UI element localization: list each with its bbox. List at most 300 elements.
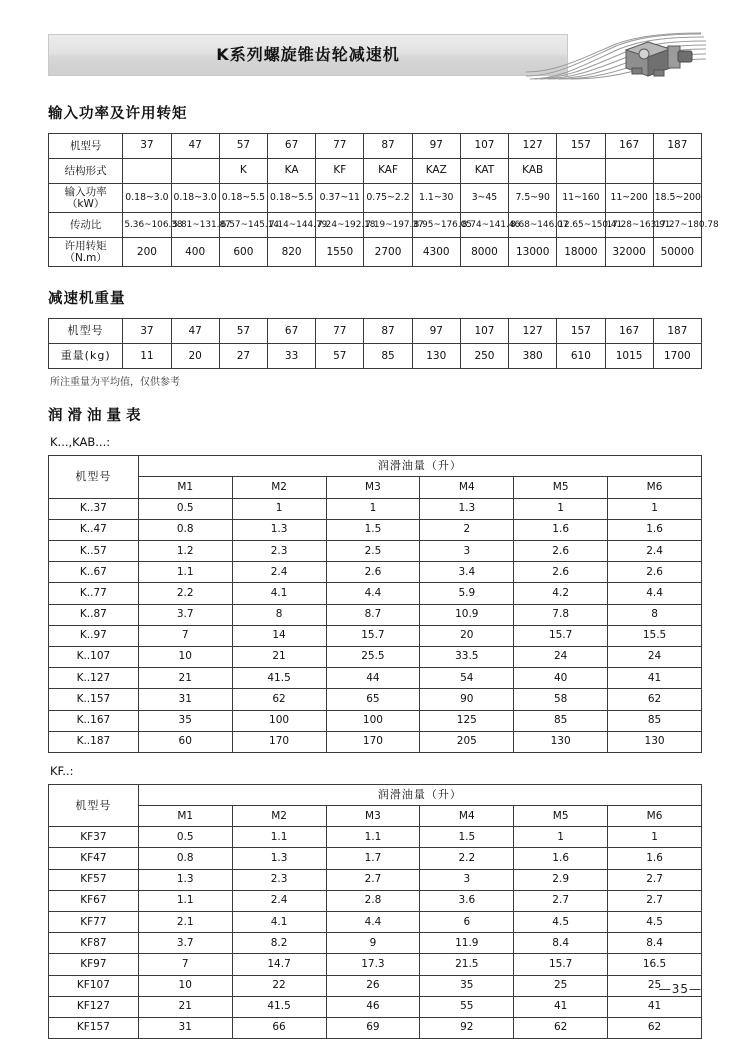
cell-input-power-0: 0.18~3.0	[123, 184, 171, 213]
row-label-input-power-line1: 输入功率	[64, 186, 107, 198]
cell-ratio-9: 12.65~150.41	[557, 213, 605, 238]
cell-m6: 8.4	[608, 933, 702, 954]
cell-m5: 2.9	[514, 869, 608, 890]
cell-model: KF107	[49, 975, 139, 996]
col-header-m6: M6	[608, 806, 702, 827]
cell-m5: 130	[514, 731, 608, 752]
table-row	[49, 646, 702, 667]
cell-ratio-8: 8.68~146.07	[509, 213, 557, 238]
cell-model-7: 107	[460, 134, 508, 159]
cell-weight-2: 27	[219, 344, 267, 369]
cell-m5: 40	[514, 668, 608, 689]
cell-m2: 2.4	[232, 562, 326, 583]
cell-input-power-5: 0.75~2.2	[364, 184, 412, 213]
cell-wmodel-4: 77	[316, 319, 364, 344]
table-row	[49, 498, 702, 519]
cell-m6: 16.5	[608, 954, 702, 975]
cell-m3: 2.7	[326, 869, 420, 890]
col-header-m4: M4	[420, 477, 514, 498]
oil-table1-caption: K...,KAB...:	[50, 435, 111, 450]
cell-wmodel-1: 47	[171, 319, 219, 344]
table-row	[49, 848, 702, 869]
cell-wmodel-10: 167	[605, 319, 653, 344]
cell-m6: 2.7	[608, 869, 702, 890]
cell-m1: 1.1	[138, 890, 232, 911]
cell-model: K..107	[49, 646, 139, 667]
cell-m6: 1.6	[608, 519, 702, 540]
cell-m1: 10	[138, 975, 232, 996]
page-number: —35—	[658, 982, 702, 996]
table-row	[49, 1017, 702, 1038]
cell-m2: 14.7	[232, 954, 326, 975]
cell-input-power-3: 0.18~5.5	[267, 184, 315, 213]
cell-ratio-2: 6.57~145.14	[219, 213, 267, 238]
cell-model: K..67	[49, 562, 139, 583]
table-row	[49, 604, 702, 625]
cell-m2: 1.3	[232, 848, 326, 869]
cell-model-11: 187	[653, 134, 701, 159]
page-banner	[48, 34, 702, 80]
cell-m6: 62	[608, 1017, 702, 1038]
cell-m1: 2.2	[138, 583, 232, 604]
oil-table2-caption: KF..:	[50, 763, 74, 778]
table-row	[49, 827, 702, 848]
cell-m3: 44	[326, 668, 420, 689]
cell-m4: 54	[420, 668, 514, 689]
cell-model: KF157	[49, 1017, 139, 1038]
cell-ratio-7: 8.74~141.46	[460, 213, 508, 238]
cell-structure-blank-3	[557, 159, 605, 184]
col-header-m1: M1	[138, 477, 232, 498]
table-reducer-weight	[48, 318, 702, 369]
cell-input-power-4: 0.37~11	[316, 184, 364, 213]
cell-model-4: 77	[316, 134, 364, 159]
cell-m3: 1.7	[326, 848, 420, 869]
cell-m1: 7	[138, 954, 232, 975]
cell-m5: 85	[514, 710, 608, 731]
cell-weight-11: 1700	[653, 344, 701, 369]
cell-m4: 2	[420, 519, 514, 540]
cell-m6: 4.4	[608, 583, 702, 604]
cell-weight-7: 250	[460, 344, 508, 369]
cell-m4: 33.5	[420, 646, 514, 667]
cell-m5: 1	[514, 827, 608, 848]
row-label-torque-line2: （N.m）	[64, 252, 107, 265]
cell-m3: 170	[326, 731, 420, 752]
cell-m1: 21	[138, 996, 232, 1017]
cell-weight-5: 85	[364, 344, 412, 369]
cell-model: KF87	[49, 933, 139, 954]
table-row	[49, 689, 702, 710]
cell-model-6: 97	[412, 134, 460, 159]
cell-m4: 11.9	[420, 933, 514, 954]
cell-torque-1: 400	[171, 238, 219, 267]
table-row	[49, 975, 702, 996]
cell-m5: 24	[514, 646, 608, 667]
cell-torque-4: 1550	[316, 238, 364, 267]
cell-model: K..127	[49, 668, 139, 689]
cell-structure-blank-4	[605, 159, 653, 184]
cell-m1: 60	[138, 731, 232, 752]
table-row	[49, 184, 702, 213]
cell-m2: 22	[232, 975, 326, 996]
cell-m4: 3	[420, 541, 514, 562]
cell-m4: 3.6	[420, 890, 514, 911]
cell-input-power-6: 1.1~30	[412, 184, 460, 213]
table-input-power-torque	[48, 133, 719, 267]
cell-m2: 2.4	[232, 890, 326, 911]
cell-m5: 1.6	[514, 519, 608, 540]
table-row	[49, 869, 702, 890]
cell-m5: 25	[514, 975, 608, 996]
cell-m3: 26	[326, 975, 420, 996]
row-label-torque	[49, 238, 123, 267]
cell-m3: 25.5	[326, 646, 420, 667]
table-row	[49, 784, 702, 805]
cell-weight-4: 57	[316, 344, 364, 369]
page-title: K系列螺旋锥齿轮减速机	[216, 45, 400, 64]
cell-m4: 10.9	[420, 604, 514, 625]
table-row	[49, 731, 702, 752]
cell-model: KF67	[49, 890, 139, 911]
cell-m3: 2.5	[326, 541, 420, 562]
cell-weight-3: 33	[267, 344, 315, 369]
cell-model: K..87	[49, 604, 139, 625]
cell-ratio-5: 7.19~197.37	[364, 213, 412, 238]
col-header-m6: M6	[608, 477, 702, 498]
cell-m5: 7.8	[514, 604, 608, 625]
cell-m3: 4.4	[326, 912, 420, 933]
table-row	[49, 806, 702, 827]
cell-m6: 1.6	[608, 848, 702, 869]
cell-input-power-9: 11~160	[557, 184, 605, 213]
cell-m5: 15.7	[514, 625, 608, 646]
cell-m6: 85	[608, 710, 702, 731]
cell-wmodel-11: 187	[653, 319, 701, 344]
cell-torque-2: 600	[219, 238, 267, 267]
cell-m1: 31	[138, 689, 232, 710]
cell-m2: 170	[232, 731, 326, 752]
cell-m6: 41	[608, 996, 702, 1017]
cell-model-3: 67	[267, 134, 315, 159]
cell-torque-8: 13000	[509, 238, 557, 267]
cell-m6: 2.7	[608, 890, 702, 911]
cell-m1: 0.8	[138, 848, 232, 869]
cell-m2: 14	[232, 625, 326, 646]
row-label-model: 机型号	[49, 134, 123, 159]
cell-model-5: 87	[364, 134, 412, 159]
cell-input-power-2: 0.18~5.5	[219, 184, 267, 213]
cell-m3: 69	[326, 1017, 420, 1038]
cell-m3: 1	[326, 498, 420, 519]
cell-m4: 1.3	[420, 498, 514, 519]
table-row	[49, 562, 702, 583]
cell-m5: 2.6	[514, 562, 608, 583]
cell-model: KF37	[49, 827, 139, 848]
section-heading-power: 输入功率及许用转矩	[48, 106, 188, 122]
table-row	[49, 344, 702, 369]
cell-model: KF97	[49, 954, 139, 975]
cell-m2: 2.3	[232, 541, 326, 562]
cell-m1: 21	[138, 668, 232, 689]
row-label-torque-line1: 许用转矩	[64, 240, 107, 253]
table-row	[49, 456, 702, 477]
col-header-m2: M2	[232, 477, 326, 498]
cell-wmodel-3: 67	[267, 319, 315, 344]
cell-m6: 15.5	[608, 625, 702, 646]
cell-m3: 65	[326, 689, 420, 710]
cell-structure-6: KAB	[509, 159, 557, 184]
cell-weight-8: 380	[509, 344, 557, 369]
cell-model: K..77	[49, 583, 139, 604]
cell-m2: 41.5	[232, 668, 326, 689]
cell-weight-10: 1015	[605, 344, 653, 369]
cell-model: K..37	[49, 498, 139, 519]
cell-m4: 5.9	[420, 583, 514, 604]
cell-m2: 21	[232, 646, 326, 667]
cell-m4: 1.5	[420, 827, 514, 848]
cell-weight-0: 11	[123, 344, 171, 369]
cell-torque-3: 820	[267, 238, 315, 267]
cell-model: KF47	[49, 848, 139, 869]
table-row	[49, 583, 702, 604]
cell-torque-6: 4300	[412, 238, 460, 267]
col-header-m5: M5	[514, 477, 608, 498]
cell-m3: 2.6	[326, 562, 420, 583]
cell-wmodel-5: 87	[364, 319, 412, 344]
cell-m2: 4.1	[232, 912, 326, 933]
cell-input-power-11: 18.5~200	[653, 184, 701, 213]
cell-m1: 0.5	[138, 498, 232, 519]
col-header-model: 机型号	[49, 456, 139, 498]
cell-model: K..97	[49, 625, 139, 646]
cell-input-power-8: 7.5~90	[509, 184, 557, 213]
cell-torque-0: 200	[123, 238, 171, 267]
cell-structure-3: KAF	[364, 159, 412, 184]
cell-model-2: 57	[219, 134, 267, 159]
cell-m1: 0.5	[138, 827, 232, 848]
table-row	[49, 954, 702, 975]
cell-m5: 58	[514, 689, 608, 710]
gearbox-illustration-icon	[618, 34, 698, 80]
table-oil-k-kab	[48, 455, 702, 753]
cell-structure-1: KA	[267, 159, 315, 184]
cell-structure-5: KAT	[460, 159, 508, 184]
cell-m4: 35	[420, 975, 514, 996]
cell-m6: 24	[608, 646, 702, 667]
cell-model: K..57	[49, 541, 139, 562]
cell-m5: 4.2	[514, 583, 608, 604]
row-label-input-power-line2: （kW）	[66, 198, 105, 211]
cell-input-power-10: 11~200	[605, 184, 653, 213]
cell-ratio-3: 7.14~144.79	[267, 213, 315, 238]
cell-structure-blank-2	[171, 159, 219, 184]
cell-m3: 15.7	[326, 625, 420, 646]
cell-m6: 130	[608, 731, 702, 752]
cell-ratio-1: 5.81~131.87	[171, 213, 219, 238]
row-label-ratio: 传动比	[49, 213, 123, 238]
cell-model: K..157	[49, 689, 139, 710]
cell-m4: 20	[420, 625, 514, 646]
cell-m5: 2.6	[514, 541, 608, 562]
cell-m2: 41.5	[232, 996, 326, 1017]
col-header-m4: M4	[420, 806, 514, 827]
cell-model-10: 167	[605, 134, 653, 159]
cell-structure-0: K	[219, 159, 267, 184]
cell-m6: 1	[608, 498, 702, 519]
cell-m1: 3.7	[138, 604, 232, 625]
cell-m2: 1.1	[232, 827, 326, 848]
cell-ratio-4: 7.24~192.18	[316, 213, 364, 238]
cell-m4: 6	[420, 912, 514, 933]
cell-m5: 4.5	[514, 912, 608, 933]
cell-m3: 2.8	[326, 890, 420, 911]
cell-m3: 1.5	[326, 519, 420, 540]
cell-m3: 17.3	[326, 954, 420, 975]
cell-m2: 8.2	[232, 933, 326, 954]
cell-m4: 90	[420, 689, 514, 710]
cell-m2: 1	[232, 498, 326, 519]
cell-m6: 62	[608, 689, 702, 710]
cell-m5: 15.7	[514, 954, 608, 975]
section-heading-oil: 润滑油量表	[48, 408, 146, 425]
col-header-model: 机型号	[49, 784, 139, 826]
cell-m4: 3	[420, 869, 514, 890]
cell-m1: 35	[138, 710, 232, 731]
cell-m3: 9	[326, 933, 420, 954]
col-header-m3: M3	[326, 806, 420, 827]
col-header-m1: M1	[138, 806, 232, 827]
cell-m5: 8.4	[514, 933, 608, 954]
cell-ratio-10: 17.28~163.91	[605, 213, 653, 238]
table-oil-kf	[48, 784, 702, 1039]
cell-m6: 2.6	[608, 562, 702, 583]
cell-wmodel-8: 127	[509, 319, 557, 344]
cell-model-8: 127	[509, 134, 557, 159]
cell-model: K..47	[49, 519, 139, 540]
cell-wmodel-2: 57	[219, 319, 267, 344]
cell-m1: 31	[138, 1017, 232, 1038]
cell-m6: 1	[608, 827, 702, 848]
table-row	[49, 668, 702, 689]
cell-m1: 7	[138, 625, 232, 646]
cell-m6: 8	[608, 604, 702, 625]
cell-m1: 0.8	[138, 519, 232, 540]
cell-torque-9: 18000	[557, 238, 605, 267]
col-header-m2: M2	[232, 806, 326, 827]
cell-model-9: 157	[557, 134, 605, 159]
cell-m1: 10	[138, 646, 232, 667]
col-header-oil-group: 润滑油量（升）	[138, 784, 701, 805]
cell-ratio-11: 17.27~180.78	[653, 213, 701, 238]
cell-m3: 8.7	[326, 604, 420, 625]
cell-ratio-0: 5.36~106.38	[123, 213, 171, 238]
table-row	[49, 710, 702, 731]
cell-torque-11: 50000	[653, 238, 701, 267]
col-header-m5: M5	[514, 806, 608, 827]
cell-m6: 25	[608, 975, 702, 996]
cell-m2: 66	[232, 1017, 326, 1038]
table-row	[49, 541, 702, 562]
cell-m3: 4.4	[326, 583, 420, 604]
cell-m2: 8	[232, 604, 326, 625]
cell-m5: 1	[514, 498, 608, 519]
cell-ratio-6: 8.95~176.05	[412, 213, 460, 238]
table-row	[49, 519, 702, 540]
table-row	[49, 890, 702, 911]
cell-m2: 1.3	[232, 519, 326, 540]
cell-torque-5: 2700	[364, 238, 412, 267]
cell-model: KF57	[49, 869, 139, 890]
cell-wmodel-7: 107	[460, 319, 508, 344]
col-header-oil-group: 润滑油量（升）	[138, 456, 701, 477]
cell-m4: 21.5	[420, 954, 514, 975]
cell-structure-4: KAZ	[412, 159, 460, 184]
cell-wmodel-9: 157	[557, 319, 605, 344]
cell-m6: 41	[608, 668, 702, 689]
cell-m6: 4.5	[608, 912, 702, 933]
cell-structure-blank-5	[653, 159, 701, 184]
cell-m3: 46	[326, 996, 420, 1017]
cell-input-power-1: 0.18~3.0	[171, 184, 219, 213]
cell-m2: 2.3	[232, 869, 326, 890]
table-row	[49, 213, 702, 238]
cell-m5: 62	[514, 1017, 608, 1038]
cell-m5: 1.6	[514, 848, 608, 869]
cell-model-1: 47	[171, 134, 219, 159]
cell-model: KF77	[49, 912, 139, 933]
cell-m1: 1.1	[138, 562, 232, 583]
table-row	[49, 933, 702, 954]
table-row	[49, 996, 702, 1017]
cell-model: K..187	[49, 731, 139, 752]
cell-structure-2: KF	[316, 159, 364, 184]
cell-model: K..167	[49, 710, 139, 731]
cell-m2: 62	[232, 689, 326, 710]
cell-m3: 100	[326, 710, 420, 731]
cell-m4: 2.2	[420, 848, 514, 869]
cell-m4: 55	[420, 996, 514, 1017]
cell-m4: 125	[420, 710, 514, 731]
cell-model: KF127	[49, 996, 139, 1017]
cell-m1: 1.3	[138, 869, 232, 890]
table-row	[49, 319, 702, 344]
cell-m2: 100	[232, 710, 326, 731]
cell-m2: 4.1	[232, 583, 326, 604]
table-row	[49, 238, 702, 267]
row-label-model: 机型号	[49, 319, 123, 344]
table-row	[49, 625, 702, 646]
cell-m4: 92	[420, 1017, 514, 1038]
cell-m4: 3.4	[420, 562, 514, 583]
cell-m1: 3.7	[138, 933, 232, 954]
table-row	[49, 134, 702, 159]
cell-model-0: 37	[123, 134, 171, 159]
table-row	[49, 159, 702, 184]
cell-weight-9: 610	[557, 344, 605, 369]
cell-wmodel-6: 97	[412, 319, 460, 344]
cell-m4: 205	[420, 731, 514, 752]
cell-input-power-7: 3~45	[460, 184, 508, 213]
section-heading-weight: 减速机重量	[48, 291, 126, 308]
cell-m6: 2.4	[608, 541, 702, 562]
cell-m1: 1.2	[138, 541, 232, 562]
cell-torque-7: 8000	[460, 238, 508, 267]
weight-note: 所注重量为平均值，仅供参考	[50, 377, 180, 389]
cell-torque-10: 32000	[605, 238, 653, 267]
cell-weight-1: 20	[171, 344, 219, 369]
table-row	[49, 477, 702, 498]
